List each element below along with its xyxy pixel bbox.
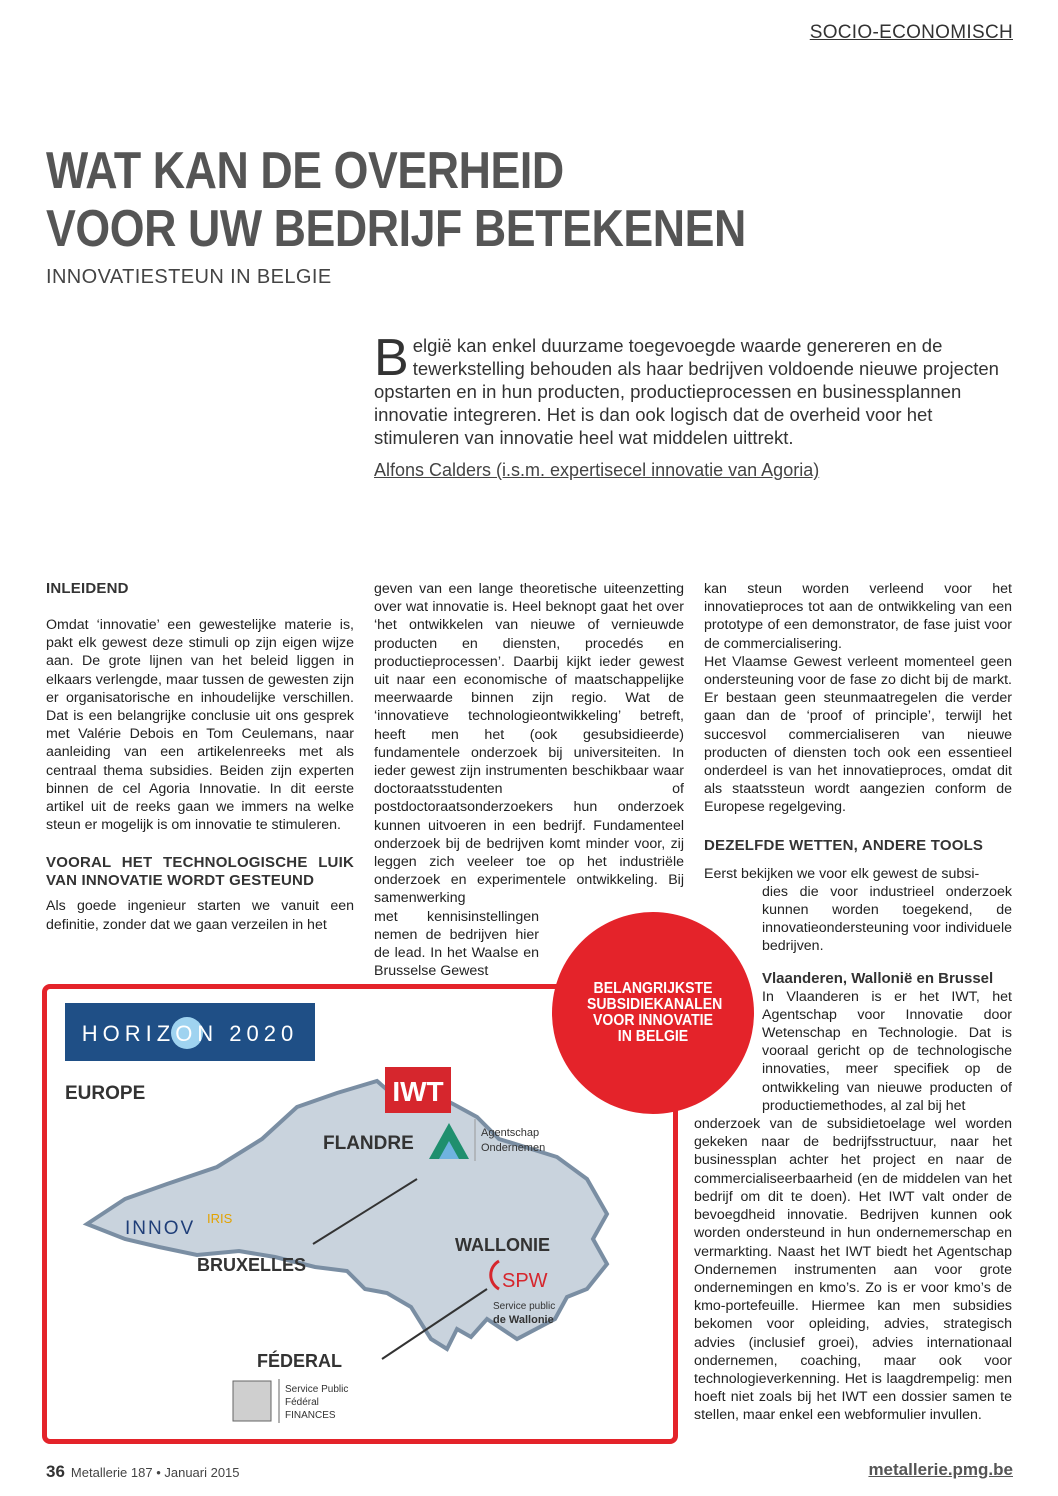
heading-inleidend: INLEIDEND (46, 580, 129, 597)
heading-technologische-luik: VOORAL HET TECHNOLOGISCHE LUIK VAN INNOVATIE WORDT GESTEUND (46, 854, 354, 890)
agentschap-line-1: Agentschap (481, 1127, 540, 1139)
paragraph: onderzoek van de subsidietoelage wel worden gekeken naar de bedrijfsstructuur, naar het businessplan achter het project en naar de commercialiseerbaarheid (en de middelen van het bedrijf om dit te doen). Het IWT valt onder de bevoegdheid innovatie. Bedrijven kunnen ook worden ondersteund in hun ondernemerschap en vermarkting. Naast het IWT biedt het Agentschap Ondernemen instrumenten aan voor grote ondernemingen en kmo’s. Zo is er voor kmo’s de kmo-portefeuille. Hiermee kan men subsidies bekomen voor opleiding, advies, strategisch advies (inclusief groei), advies internationaal ondernemen, coaching, maar ook voor technologieverkenning. Het is laagdrempelig: men hoeft niet zoals bij het IWT een dossier samen te stellen, maar enkel een webformulier invullen. (694, 1116, 1012, 1424)
finances-line-3: FINANCES (285, 1410, 336, 1421)
heading-dezelfde-wetten: DEZELFDE WETTEN, ANDERE TOOLS (704, 836, 984, 854)
paragraph: geven van een lange theoretische uiteenzetting over wat innovatie is. Heel beknopt gaat het over ‘het ontwikkelen van nieuwe of vernieuwde producten en diensten, procedés en productieprocessen’. Daarbij kijkt ieder gewest uit naar een economische of maatschappelijke meerwaarde binnen zijn regio. Wat de ‘innovatieve technologieontwikkeling’ betreft, heeft men het (ook gesubsidieerde) fundamentele onderzoek bij universiteiten. In ieder gewest zijn instrumenten beschikbaar waar doctoraatsstudenten of postdoctoraatsonderzoekers hun onderzoek kunnen uitvoeren in een bedrijf. Fundamenteel onderzoek bij de bedrijven komt minder voor, zij leggen zich veeleer toe op het industriële onderzoek en experimentele ontwikkeling. Bij samenwerking (374, 581, 684, 907)
agentschap-line-2: Ondernemen (481, 1142, 546, 1154)
paragraph: kan steun worden verleend voor het innovatieproces tot aan de ontwikkeling van een prototype of een demonstrator, de fase juist voor de commercialisering. (704, 581, 1012, 652)
federal-crest-icon (233, 1381, 271, 1421)
paragraph: Als goede ingenieur starten we vanuit een definitie, zonder dat we gaan verzeilen in het (46, 898, 354, 933)
paragraph: met kennisinstellingen nemen de bedrijven hier de lead. In het Waalse en Brusselse Gewest (374, 908, 539, 980)
column-1 (46, 580, 354, 934)
paragraph: dies die voor industrieel onderzoek kunnen worden toegekend, de innovatieondersteuning voor individuele bedrijven. (762, 883, 1012, 955)
page-number: 36 (46, 1462, 65, 1481)
highlight-badge (552, 912, 754, 1114)
subtitle: INNOVATIESTEUN IN BELGIE (46, 266, 332, 288)
wallonie-label: WALLONIE (455, 1235, 550, 1255)
issue-label: Metallerie 187 • Januari 2015 (70, 1465, 240, 1480)
page-title (46, 142, 820, 258)
spw-label: SPW (502, 1270, 548, 1292)
paragraph: Eerst bekijken we voor elk gewest de subsi- (704, 865, 980, 882)
innoviris-accent: IRIS (207, 1211, 233, 1226)
iwt-label: IWT (392, 1076, 444, 1107)
innoviris-label: INNOV (125, 1218, 196, 1239)
horizon-label: HORIZON 2020 (81, 1021, 299, 1046)
intro-text: elgië kan enkel duurzame toegevoegde waarde genereren en de tewerkstelling behouden als haar bedrijven voldoende nieuwe projecten opstarten en in hun producten, productieprocessen en businessplannen innovatie integreren. Het is dan ook logisch dat de overheid voor het stimuleren van innovatie heel wat middelen uittrekt. (374, 335, 999, 448)
heading-vlaanderen: Vlaanderen, Wallonië en Brussel (762, 969, 994, 987)
title-line-1: WAT KAN DE OVERHEID (46, 142, 564, 200)
intro-paragraph (374, 329, 1008, 449)
paragraph: In Vlaanderen is er het IWT, het Agentschap voor Innovatie door Wetenschap en Technologie. Dat is vooraal gericht op de technologische innovaties, meer specifiek op de ontwikkeling van nieuwe producten of productiemethodes, al zal bij het (762, 988, 1012, 1114)
paragraph: Omdat ‘innovatie’ een gewestelijke materie is, pakt elk gewest deze stimuli op zijn eigen wijze aan. De grote lijnen van het beleid liggen in elkaars verlengde, maar tussen de gewesten zijn er organisatorische en inhoudelijke verschillen. Dat is een belangrijke conclusie uit ons gesprek met Valérie Debois en Tom Ceulemans, naar aanleiding van een artikelenreeks met als centraal thema subsidies. Beiden zijn experten binnen de cel Agoria Innovatie. In dit eerste artikel uit de reeks gaan we immers na welke steun er mogelijk is om innovatie te stimuleren. (46, 617, 354, 834)
footer-url[interactable]: metallerie.pmg.be (868, 1460, 1013, 1479)
byline: Alfons Calders (i.s.m. expertisecel innovatie van Agoria) (374, 460, 820, 480)
section-tag: SOCIO-ECONOMISCH (809, 22, 1013, 43)
spw-line-1: Service public (493, 1301, 556, 1312)
paragraph: Het Vlaamse Gewest verleent momenteel geen ondersteuning voor de fase zo dicht bij de markt. Er bestaan geen steunmaatregelen die verder gaan dan de ‘proof of principle’, terwijl het succesvol commercialiseren van nieuwe producten of diensten toch ook een essentieel onderdeel is van het innovatieproces, omdat dit als staatssteun wordt aangezien conform de Europese regelgeving. (704, 653, 1012, 816)
bruxelles-label: BRUXELLES (197, 1255, 307, 1275)
title-line-2: VOOR UW BEDRIJF BETEKENEN (46, 200, 746, 258)
finances-line-1: Service Public (285, 1384, 349, 1395)
spw-line-2: de Wallonie (493, 1314, 554, 1326)
federal-label: FÉDERAL (257, 1351, 342, 1371)
europe-label: EUROPE (65, 1083, 146, 1104)
badge-text: BELANGRIJKSTE SUBSIDIEKANALEN VOOR INNOVATIE IN BELGIE (587, 980, 723, 1045)
footer-page-info (46, 1462, 240, 1482)
dropcap: B (374, 329, 409, 387)
finances-line-2: Fédéral (285, 1397, 319, 1408)
flandre-label: FLANDRE (323, 1133, 414, 1154)
